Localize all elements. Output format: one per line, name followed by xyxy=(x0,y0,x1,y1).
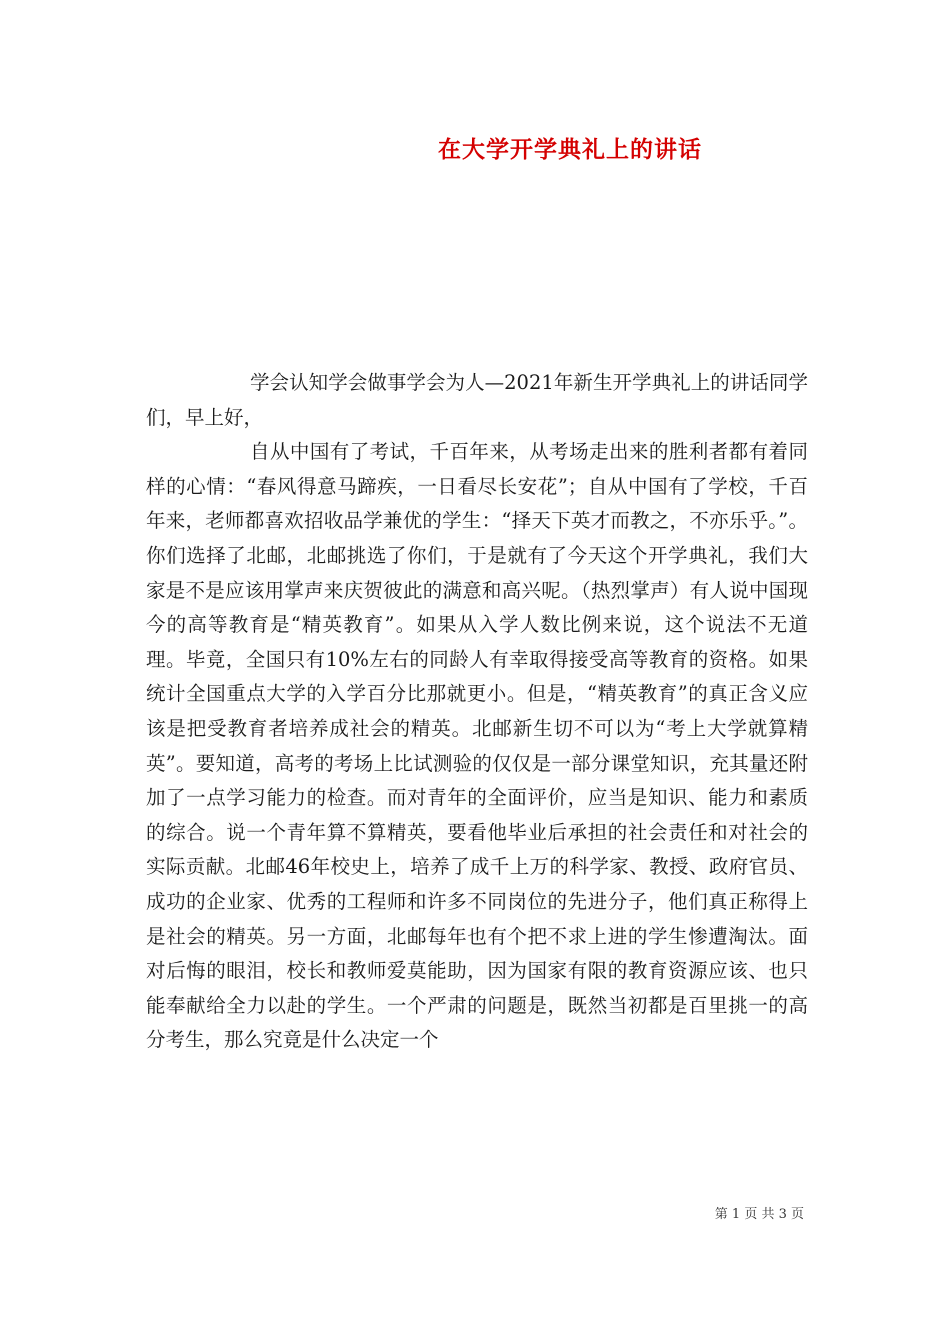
document-title: 在大学开学典礼上的讲话 xyxy=(438,136,702,163)
paragraph-main: 自从中国有了考试，千百年来，从考场走出来的胜利者都有着同样的心情：“春风得意马蹄疾，一日看尽长安花”；自从中国有了学校，千百年来，老师都喜欢招收品学兼优的学生：“择天下英才而教之，不亦乐乎。”。你们选择了北邮，北邮挑选了你们，于是就有了今天这个开学典礼，我们大家是不是应该用掌声来庆贺彼此的满意和高兴呢。（热烈掌声）有人说中国现今的高等教育是“精英教育”。如果从入学人数比例来说，这个说法不无道理。毕竟，全国只有10%左右的同龄人有幸取得接受高等教育的资格。如果统计全国重点大学的入学百分比那就更小。但是，“精英教育”的真正含义应该是把受教育者培养成社会的精英。北邮新生切不可以为“考上大学就算精英”。要知道，高考的考场上比试测验的仅仅是一部分课堂知识，充其量还附加了一点学习能力的检查。而对青年的全面评价，应当是知识、能力和素质的综合。说一个青年算不算精英，要看他毕业后承担的社会责任和对社会的实际贡献。北邮46年校史上，培养了成千上万的科学家、教授、政府官员、成功的企业家、优秀的工程师和许多不同岗位的先进分子，他们真正称得上是社会的精英。另一方面，北邮每年也有个把不求上进的学生惨遭淘汰。面对后悔的眼泪，校长和教师爱莫能助，因为国家有限的教育资源应该、也只能奉献给全力以赴的学生。一个严肃的问题是，既然当初都是百里挑一的高分考生，那么究竟是什么决定一个 xyxy=(146,440,808,1052)
paragraph-intro: 学会认知学会做事学会为人—2021年新生开学典礼上的讲话同学们，早上好， xyxy=(146,371,808,429)
page-number-footer: 第 1 页 共 3 页 xyxy=(714,1207,804,1222)
document-body xyxy=(146,366,808,1058)
